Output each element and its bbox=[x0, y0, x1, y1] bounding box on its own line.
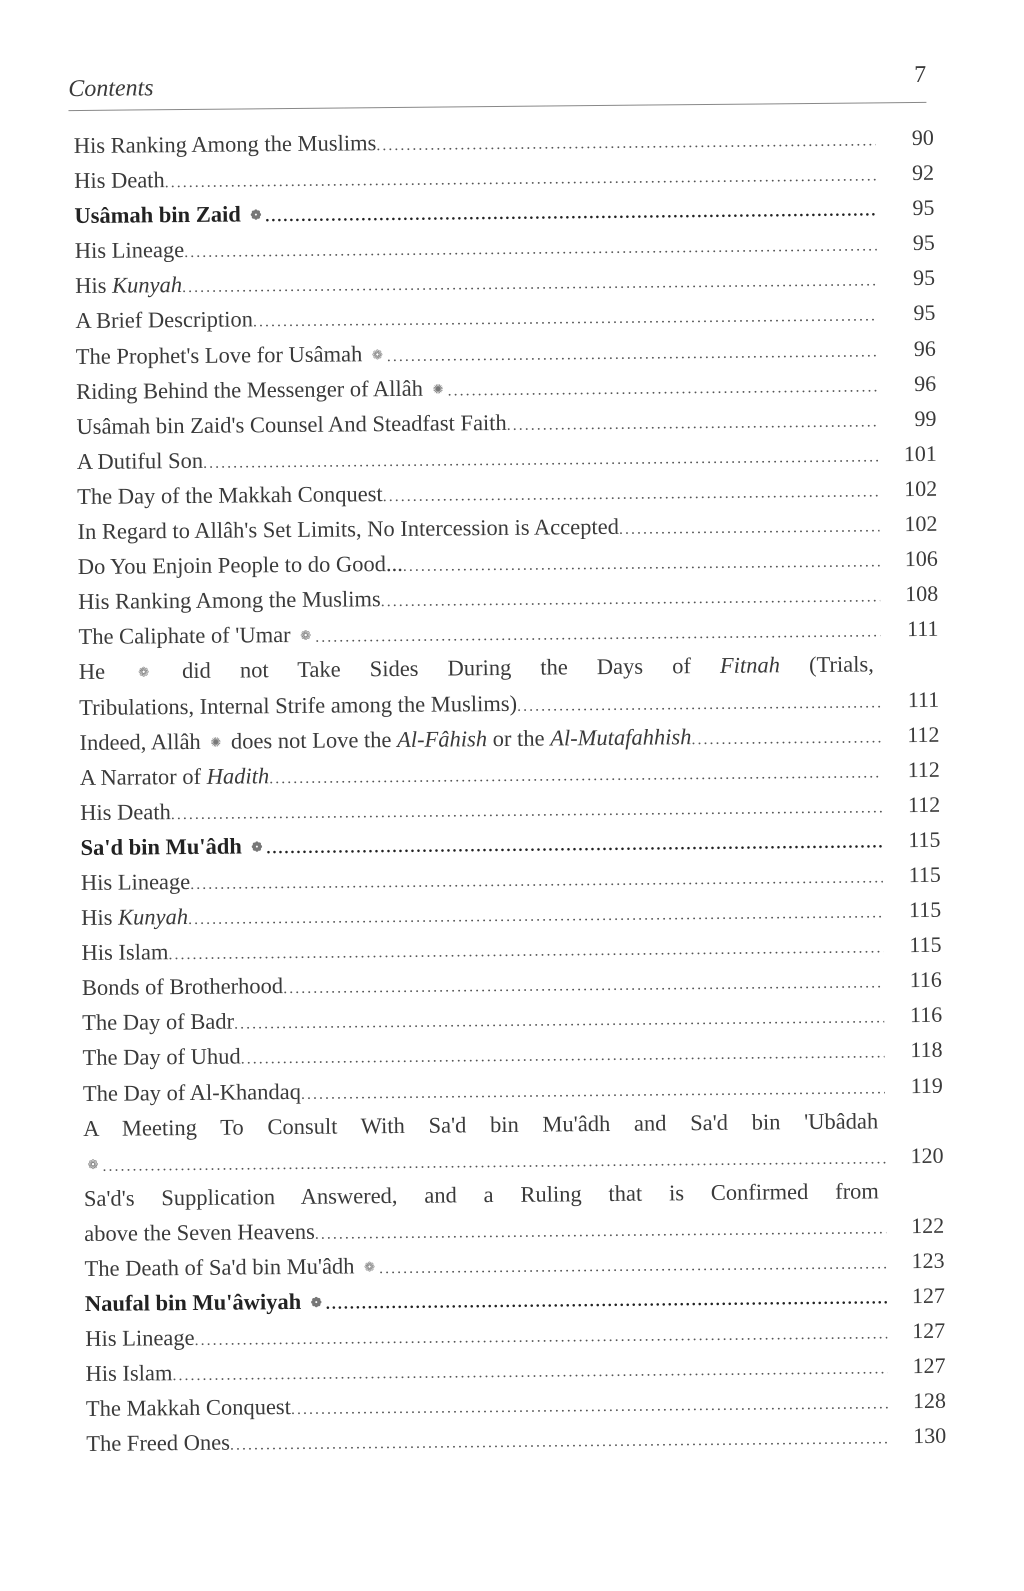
italic-term: Al-Mutafahhish bbox=[550, 723, 692, 751]
entry-page-number: 99 bbox=[914, 405, 937, 431]
dot-leader bbox=[387, 334, 878, 374]
toc-line bbox=[76, 365, 936, 408]
title-text: Riding Behind the Messenger of Allâh bbox=[76, 375, 429, 404]
title-text: Tribulations, Internal Strife among the Muslims) bbox=[79, 690, 518, 720]
entry-title bbox=[84, 1214, 315, 1251]
italic-term: Fitnah bbox=[719, 652, 781, 679]
entry-title bbox=[85, 1355, 172, 1391]
italic-term: Al-Fâhish bbox=[396, 725, 488, 752]
entry-page-number: 123 bbox=[911, 1247, 945, 1274]
toc-entry bbox=[78, 541, 938, 584]
italic-term: Kunyah bbox=[111, 272, 183, 299]
entry-page-number: 101 bbox=[903, 440, 937, 466]
title-text: Naufal bin Mu'âwiyah bbox=[84, 1288, 307, 1317]
entry-title bbox=[79, 719, 691, 761]
dot-leader bbox=[269, 755, 882, 796]
entry-title bbox=[83, 1073, 301, 1110]
toc-line bbox=[74, 190, 934, 233]
title-text: His Lineage bbox=[74, 237, 185, 264]
entry-title bbox=[82, 1004, 234, 1041]
toc-entry bbox=[78, 576, 938, 619]
dot-leader bbox=[230, 1422, 889, 1463]
toc-entry bbox=[76, 365, 936, 408]
title-text: The Day of the Makkah Conquest bbox=[77, 481, 383, 509]
entry-page-number: 96 bbox=[913, 370, 937, 396]
title-text: A Narrator of bbox=[79, 763, 207, 790]
toc-line bbox=[86, 1418, 946, 1461]
radiallahum-icon: ❁ bbox=[87, 1156, 99, 1172]
dot-leader bbox=[619, 509, 880, 547]
running-header bbox=[68, 61, 927, 111]
entry-title bbox=[86, 1425, 230, 1461]
radiallahu-anhu-icon: ❁ bbox=[364, 1259, 376, 1275]
title-text: Do You Enjoin People to do Good... bbox=[77, 551, 403, 580]
title-text: Usâmah bin Zaid's Counsel And Steadfast Faith bbox=[76, 409, 507, 439]
entry-page-number: 90 bbox=[911, 124, 934, 151]
dot-leader bbox=[379, 1246, 887, 1286]
title-text: Indeed, Allâh bbox=[79, 728, 207, 755]
dot-leader bbox=[381, 580, 881, 620]
entry-page-number: 95 bbox=[912, 230, 935, 256]
radiallahu-anhu-icon: ❁ bbox=[300, 628, 312, 644]
entry-title bbox=[75, 267, 182, 303]
toc-line bbox=[76, 330, 936, 373]
title-text: The Makkah Conquest bbox=[85, 1394, 292, 1422]
header-title: Contents bbox=[68, 75, 154, 103]
title-text: His Death bbox=[74, 167, 165, 194]
radiallahu-anhu-icon: ❁ bbox=[250, 207, 262, 223]
entry-title bbox=[77, 476, 383, 514]
title-text: Usâmah bin Zaid bbox=[74, 201, 247, 229]
dot-leader bbox=[283, 966, 884, 1007]
entry-title bbox=[85, 1320, 195, 1356]
entry-page-number: 115 bbox=[908, 826, 941, 852]
title-text: does not Love the bbox=[225, 726, 398, 754]
toc-entry bbox=[86, 1418, 946, 1461]
entry-page-number: 112 bbox=[907, 721, 940, 747]
title-text: In Regard to Allâh's Set Limits, No Intercession is Accepted bbox=[77, 513, 620, 545]
title-text: above the Seven Heavens bbox=[84, 1218, 315, 1246]
toc-entry bbox=[75, 295, 935, 338]
toc-line bbox=[78, 541, 938, 584]
toc-line bbox=[76, 401, 936, 444]
italic-term: Kunyah bbox=[117, 904, 189, 930]
entry-title bbox=[74, 125, 377, 163]
entry-page-number: 108 bbox=[905, 581, 939, 607]
entry-page-number: 111 bbox=[906, 616, 939, 642]
entry-title bbox=[84, 1248, 379, 1287]
title-text: A Meeting To Consult With Sa'd bin Mu'âdh and Sa'd bin 'Ubâdah bbox=[83, 1108, 879, 1141]
dot-leader bbox=[691, 720, 881, 757]
entry-page-number: 92 bbox=[911, 159, 935, 186]
entry-page-number: 127 bbox=[912, 1353, 946, 1379]
title-text: A Dutiful Son bbox=[76, 447, 204, 474]
toc-entry bbox=[82, 1032, 942, 1075]
entry-title bbox=[79, 685, 517, 724]
radiallahu-anhu-icon: ❁ bbox=[310, 1294, 322, 1310]
radiallahu-anhu-icon: ❁ bbox=[371, 346, 383, 362]
title-text: His Islam bbox=[85, 1360, 173, 1387]
title-text: The Freed Ones bbox=[86, 1430, 231, 1457]
title-text: His bbox=[75, 273, 113, 299]
page-number: 7 bbox=[914, 61, 927, 88]
entry-title bbox=[76, 370, 448, 410]
title-text: A Brief Description bbox=[75, 306, 254, 334]
toc-line bbox=[80, 822, 940, 865]
title-text: His Ranking Among the Muslims bbox=[73, 130, 377, 159]
toc-line bbox=[80, 751, 940, 794]
toc-entry bbox=[79, 716, 939, 759]
title-text: (Trials, bbox=[779, 651, 874, 678]
title-text: The Death of Sa'd bin Mu'âdh bbox=[84, 1253, 361, 1282]
title-text: The Day of Uhud bbox=[82, 1043, 241, 1071]
dot-leader bbox=[403, 544, 880, 584]
toc-line bbox=[79, 716, 939, 759]
dot-leader bbox=[383, 474, 880, 514]
title-text: His Ranking Among the Muslims bbox=[78, 586, 381, 615]
toc-entry bbox=[77, 506, 937, 549]
title-text: Sa'd bin Mu'âdh bbox=[80, 833, 248, 860]
title-text: The Caliphate of 'Umar bbox=[78, 622, 297, 650]
entry-title bbox=[80, 828, 266, 866]
toc-entry bbox=[82, 997, 942, 1040]
title-text: The Day of Al-Khandaq bbox=[82, 1078, 302, 1106]
entry-page-number: 111 bbox=[907, 686, 940, 712]
entry-title bbox=[83, 1146, 102, 1182]
toc-line bbox=[74, 120, 934, 163]
entry-title bbox=[75, 302, 253, 339]
toc-entry bbox=[84, 1243, 944, 1286]
entry-page-number: 112 bbox=[907, 791, 941, 817]
entry-page-number: 115 bbox=[908, 896, 942, 923]
entry-page-number: 130 bbox=[913, 1423, 947, 1449]
toc-line bbox=[77, 471, 937, 514]
dot-leader bbox=[315, 1211, 887, 1252]
toc-entry bbox=[74, 120, 934, 163]
sallallahu-alaihi-wasallam-icon: ✺ bbox=[432, 381, 444, 397]
dot-leader bbox=[266, 825, 882, 866]
title-text: did not Take Sides During the Days of bbox=[152, 653, 721, 684]
table-of-contents bbox=[74, 120, 947, 1462]
title-text: Bonds of Brotherhood bbox=[81, 973, 284, 1001]
entry-page-number: 102 bbox=[904, 510, 938, 537]
toc-line bbox=[82, 997, 942, 1040]
toc-chapter-entry bbox=[74, 190, 934, 233]
toc-line bbox=[82, 1032, 942, 1075]
entry-title bbox=[78, 617, 315, 655]
toc-line bbox=[77, 506, 937, 549]
entry-page-number: 127 bbox=[911, 1282, 945, 1309]
entry-title bbox=[81, 934, 168, 970]
dot-leader bbox=[253, 299, 878, 340]
toc-line bbox=[78, 576, 938, 619]
toc-line bbox=[82, 962, 942, 1005]
entry-page-number: 112 bbox=[907, 756, 940, 782]
entry-title bbox=[81, 899, 188, 935]
dot-leader bbox=[517, 685, 881, 724]
entry-page-number: 122 bbox=[911, 1212, 945, 1238]
title-text: Sa'd's Supplication Answered, and a Ruling that is Confirmed from bbox=[83, 1178, 879, 1211]
entry-page-number: 102 bbox=[904, 475, 938, 502]
title-text: The Prophet's Love for Usâmah bbox=[75, 340, 369, 369]
toc-entry bbox=[82, 962, 942, 1005]
entry-title bbox=[76, 405, 507, 444]
entry-page-number: 106 bbox=[904, 545, 938, 572]
title-text: He bbox=[78, 658, 135, 685]
radiallahu-anhu-icon: ❁ bbox=[138, 664, 150, 680]
toc-chapter-entry bbox=[80, 822, 940, 865]
entry-title bbox=[74, 196, 265, 234]
entry-page-number: 120 bbox=[910, 1142, 944, 1168]
toc-line bbox=[79, 681, 939, 724]
entry-page-number: 95 bbox=[913, 300, 936, 326]
entry-title bbox=[75, 232, 185, 268]
title-text: His Lineage bbox=[80, 868, 191, 895]
entry-title bbox=[85, 1284, 326, 1322]
entry-page-number: 119 bbox=[910, 1072, 943, 1098]
dot-leader bbox=[291, 1387, 888, 1428]
entry-page-number: 115 bbox=[909, 931, 942, 958]
toc-entry bbox=[79, 646, 940, 724]
entry-page-number: 115 bbox=[908, 861, 941, 888]
entry-page-number: 116 bbox=[909, 967, 942, 993]
italic-term: Hadith bbox=[206, 762, 270, 789]
toc-chapter-entry bbox=[85, 1278, 945, 1321]
subhanahu-wa-taala-icon: ✺ bbox=[210, 734, 222, 750]
toc-line bbox=[86, 1383, 946, 1426]
title-text: The Day of Badr bbox=[82, 1008, 235, 1036]
toc-entry bbox=[84, 1173, 945, 1251]
entry-title bbox=[82, 968, 284, 1005]
title-text: His Death bbox=[80, 798, 171, 825]
entry-page-number: 128 bbox=[912, 1388, 947, 1414]
entry-page-number: 116 bbox=[909, 1002, 943, 1028]
toc-line bbox=[85, 1278, 945, 1321]
toc-entry bbox=[80, 751, 940, 794]
entry-title bbox=[77, 443, 204, 479]
toc-line bbox=[84, 1208, 944, 1251]
radiallahu-anhu-icon: ❁ bbox=[251, 839, 263, 855]
entry-page-number: 118 bbox=[910, 1037, 943, 1063]
dot-leader bbox=[507, 404, 879, 443]
entry-title bbox=[76, 336, 387, 375]
title-text: His Islam bbox=[81, 939, 169, 966]
entry-page-number: 95 bbox=[912, 194, 935, 221]
entry-title bbox=[77, 509, 619, 549]
dot-leader bbox=[265, 194, 876, 235]
entry-page-number: 96 bbox=[913, 335, 936, 361]
toc-entry bbox=[76, 401, 936, 444]
dot-leader bbox=[447, 369, 878, 408]
toc-entry bbox=[86, 1383, 946, 1426]
entry-title bbox=[78, 546, 403, 584]
title-text: or the bbox=[486, 725, 551, 751]
entry-title bbox=[81, 864, 191, 900]
toc-entry bbox=[76, 330, 936, 373]
toc-entry bbox=[83, 1102, 944, 1180]
title-text: His bbox=[81, 904, 119, 931]
toc-entry bbox=[77, 471, 937, 514]
entry-title bbox=[82, 1039, 240, 1076]
dot-leader bbox=[326, 1281, 887, 1321]
entry-title bbox=[86, 1389, 291, 1426]
entry-page-number: 95 bbox=[912, 265, 936, 291]
entry-page-number: 127 bbox=[912, 1317, 946, 1344]
entry-title bbox=[80, 794, 171, 830]
entry-title bbox=[78, 581, 381, 619]
toc-line bbox=[75, 295, 935, 338]
entry-title bbox=[80, 758, 270, 795]
toc-line bbox=[84, 1243, 944, 1286]
title-text: His Lineage bbox=[85, 1325, 195, 1352]
entry-title bbox=[74, 162, 165, 198]
dot-leader bbox=[376, 123, 876, 163]
